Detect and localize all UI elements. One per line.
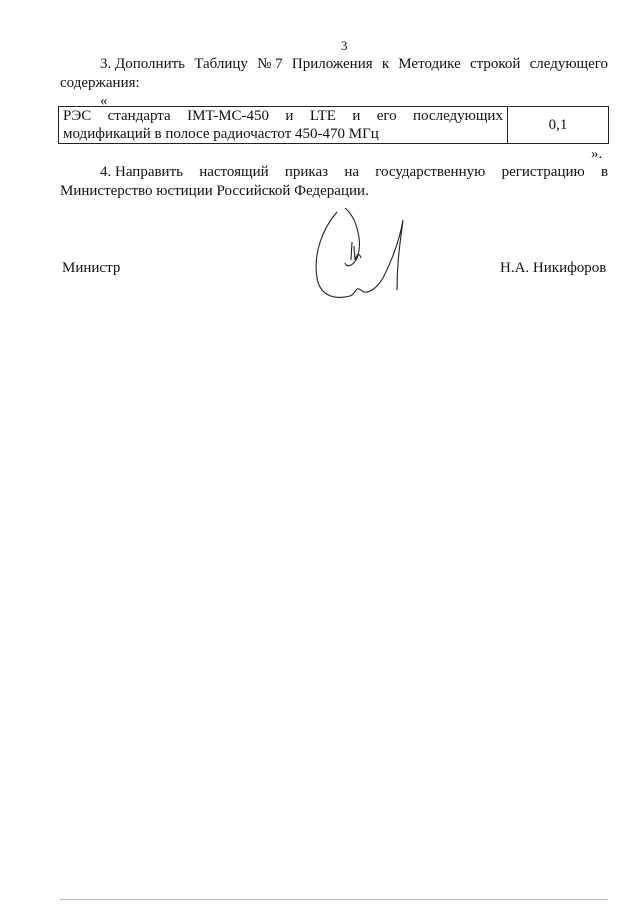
word: и bbox=[352, 108, 361, 124]
word: приказ bbox=[284, 164, 329, 180]
word: регистрацию bbox=[501, 164, 585, 180]
word: и bbox=[285, 108, 294, 124]
table-row bbox=[59, 107, 609, 144]
bottom-rule bbox=[60, 899, 608, 900]
word: IMT-MC-450 bbox=[187, 108, 270, 124]
word: Методике bbox=[398, 56, 461, 72]
word: № 7 bbox=[257, 56, 283, 72]
handwritten-signature bbox=[305, 208, 415, 308]
word: строкой bbox=[469, 56, 521, 72]
word: 3. Дополнить bbox=[100, 56, 185, 72]
word: последующих bbox=[413, 108, 503, 124]
word: стандарта bbox=[107, 108, 171, 124]
word: государственную bbox=[375, 164, 486, 180]
equipment-cell bbox=[59, 107, 508, 144]
equipment-line-1 bbox=[63, 107, 503, 125]
methodology-table bbox=[58, 106, 609, 144]
value-cell: 0,1 bbox=[508, 107, 609, 144]
word: к bbox=[381, 56, 390, 72]
page-number: 3 bbox=[341, 38, 348, 53]
word: в bbox=[600, 164, 609, 180]
word: Приложения bbox=[291, 56, 373, 72]
signatory-name: Н.А. Никифоров bbox=[500, 260, 607, 276]
close-quote: ». bbox=[591, 146, 603, 162]
item-4-line-1 bbox=[60, 164, 608, 181]
open-quote: « bbox=[100, 93, 108, 109]
word: РЭС bbox=[63, 108, 92, 124]
signatory-title: Министр bbox=[62, 260, 121, 276]
item-3-line-1 bbox=[60, 56, 608, 73]
equipment-line-2: модификаций в полосе радиочастот 450-470 МГц bbox=[63, 126, 379, 142]
word: на bbox=[344, 164, 359, 180]
word: Таблицу bbox=[194, 56, 248, 72]
word: настоящий bbox=[199, 164, 269, 180]
item-3-line-2: содержания: bbox=[60, 75, 140, 91]
word: LTE bbox=[309, 108, 336, 124]
word: 4. Направить bbox=[100, 164, 183, 180]
word: следующего bbox=[529, 56, 609, 72]
item-4-line-2: Министерство юстиции Российской Федерации. bbox=[60, 183, 369, 199]
word: его bbox=[376, 108, 397, 124]
